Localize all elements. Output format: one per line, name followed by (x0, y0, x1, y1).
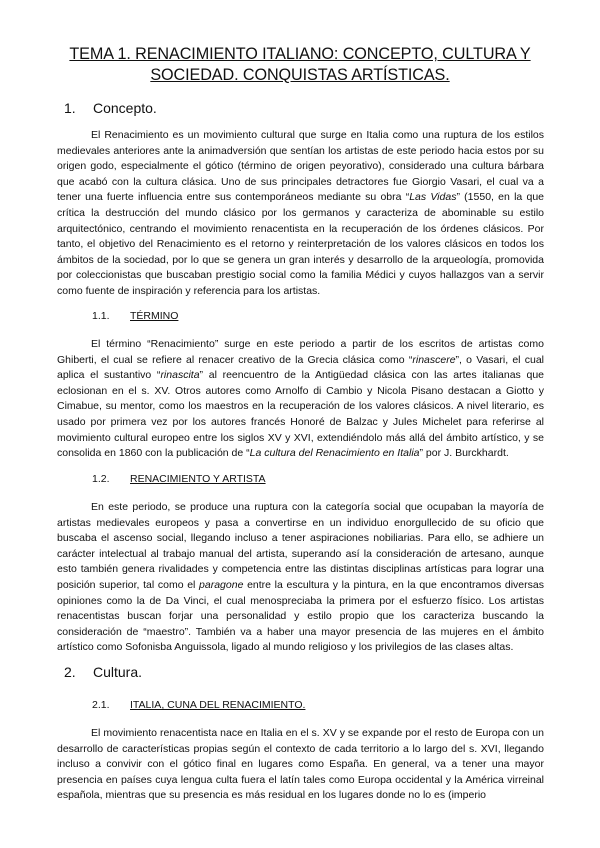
section-title: ITALIA, CUNA DEL RENACIMIENTO. (130, 699, 306, 711)
paragraph-text: ” por J. Burckhardt. (419, 447, 509, 460)
section-title: Concepto. (93, 100, 157, 116)
section-1-1-heading (92, 309, 392, 323)
book-title: Las Vidas (409, 191, 457, 204)
paragraph-termino (57, 337, 544, 462)
section-number: 2.1. (92, 699, 110, 711)
section-1-2-heading (92, 472, 392, 486)
paragraph-text: El término “Renacimiento” surge en este periodo a partir de los escritos de artistas como Ghiberti, el cual se refiere al renacer creativo de la Grecia clásica como “ (57, 338, 544, 366)
book-title: La cultura del Renacimiento en Italia (249, 447, 420, 460)
paragraph-renacimiento-artista (57, 500, 544, 656)
paragraph-concepto (57, 128, 544, 300)
paragraph-text: El movimiento renacentista nace en Italia en el s. XV y se expande por el resto de Europa con un desarrollo de características propias según el contexto de cada territorio a lo largo del s. XVI, llegando incluso a convivir con el gótico final en lugares como España. En general, va a tener una mayor presencia en países cuya lengua culta fuera el latín tales como Europa occidental y la América virreinal española, mientras que su presencia es más residual en los lugares donde no lo es (imperio (57, 727, 544, 802)
section-number: 1. (64, 100, 76, 116)
italic-term: paragone (199, 578, 244, 591)
section-number: 1.2. (92, 473, 110, 485)
section-number: 1.1. (92, 310, 110, 322)
italic-term: rinascere (412, 353, 456, 366)
paragraph-text: El Renacimiento es un movimiento cultural que surge en Italia como una ruptura de los estilos medievales anteriores ante la animadversión que sentían los artistas de este periodo hacia estos por su origen godo, especialmente el gótico (término de origen peyorativo), considerado una cultura bárbara que acabó con la cultura clásica. Uno de sus principales detractores fue Giorgio Vasari, el cual va a tener una fuerte influencia entre sus contemporáneos mediante su obra “ (57, 129, 544, 204)
section-title: RENACIMIENTO Y ARTISTA (130, 473, 266, 485)
section-1-heading (64, 99, 364, 117)
paragraph-text: entre la escultura y la pintura, en la que encontramos diversas opiniones como la de Da Vinci, el cual menospreciaba la primera por el esfuerzo físico. Los artistas renacentistas buscan forjar una personalidad y estilo propio que los caracteriza buscando la consideración de “maestro”. También va a haber una mayor presencia de las mujeres en el ámbito artístico como Sofonisba Anguissola, ligado al mundo religioso y los privilegios de las clases altas. (57, 578, 544, 654)
italic-term: rinascita (160, 369, 200, 382)
paragraph-italia (57, 726, 544, 804)
section-2-heading (64, 663, 364, 681)
section-2-1-heading (92, 698, 392, 712)
section-title: TÉRMINO (130, 310, 179, 322)
section-number: 2. (64, 664, 76, 680)
paragraph-text: ” (1550, en la que crítica la destrucción del mundo clásico por los germanos y caracteriza de abominable su estilo arquitectónico, centrando el movimiento renacentista en la recuperación de los órdenes clásicos. Por tanto, el objetivo del Renacimiento es el retorno y reinterpretación de los valores clásicos en todos los ámbitos de la sociedad, por lo que se genera un gran interés y desarrollo de la arqueología, promovida por coleccionistas que buscaban prestigio social como la familia Médici y cuyos hallazgos van a servir como fuente de inspiración y referencia para los artistas. (57, 191, 544, 297)
paragraph-text: ” al reencuentro de la Antigüedad clásica con las artes italianas que eclosionan en el s. XV. Otros autores como Arnolfo di Cambio y Nicola Pisano destacan a Giotto y Cimabue, su mentor, como los maestros en la recuperación de los valores clásicos. A nivel literario, es usado por primera vez por los autores francés Honoré de Balzac y Jules Michelet para referirse al movimiento cultural europeo entre los siglos XV y XVI, extendiéndolo más allá del ámbito artístico, y se consolida en 1860 con la publicación de “ (57, 369, 544, 460)
document-title: TEMA 1. RENACIMIENTO ITALIANO: CONCEPTO, CULTURA Y SOCIEDAD. CONQUISTAS ARTÍSTICAS. (69, 45, 531, 84)
paragraph-text: En este periodo, se produce una ruptura con la categoría social que ocupaban la mayoría de artistas medievales europeos y pasa a convertirse en un individuo enorgullecido de su oficio que buscaba el ascenso social, llegando incluso a tener aspiraciones nobiliarias. Para ello, se adhiere un carácter intelectual al trabajo manual del artista, superando así la consideración de artesano, aunque esto también genera rivalidades y competencia entre las distintas disciplinas artísticas para lograr una posición superior, tal como el (57, 501, 544, 591)
section-title: Cultura. (93, 664, 143, 680)
paragraph-text: ”, o Vasari, el cual aplica el sustantivo “ (57, 353, 544, 382)
